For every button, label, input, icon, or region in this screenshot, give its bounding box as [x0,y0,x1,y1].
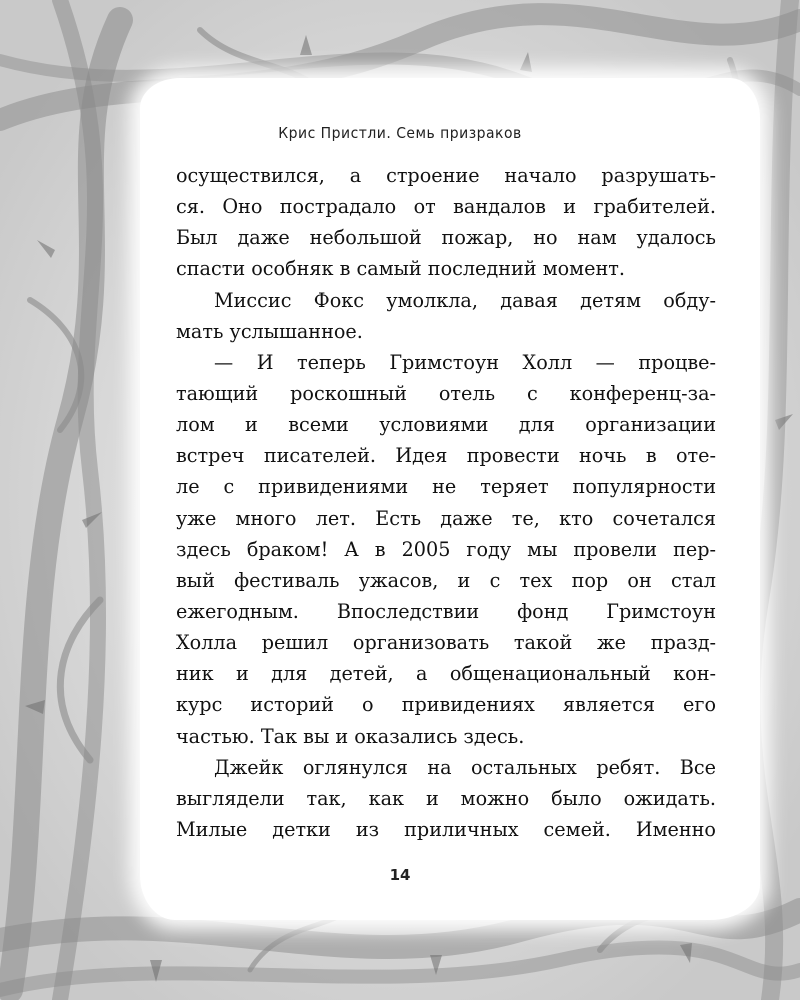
text-line: Милые детки из приличных семей. Именно [176,817,716,841]
text-line: встреч писателей. Идея провести ночь в оте- [176,444,716,468]
text-line: вый фестиваль ужасов, и с тех пор он стал [176,568,716,592]
text-line: мать услышанное. [176,319,363,343]
text-line: Миссис Фокс умолкла, давая детям обду- [214,288,716,312]
text-line: ся. Оно пострадало от вандалов и грабителей. [176,195,716,219]
text-line: выглядели так, как и можно было ожидать. [176,786,716,810]
text-line: Джейк оглянулся на остальных ребят. Все [214,755,716,779]
text-line: Холла решил организовать такой же празд- [176,631,716,655]
text-line: ежегодным. Впоследствии фонд Гримстоун [176,599,716,623]
text-line: спасти особняк в самый последний момент. [176,257,625,281]
body-text [176,160,716,845]
page-number: 14 [389,866,411,884]
text-line: осуществился, а строение начало разрушать- [176,164,716,187]
text-line: здесь браком! А в 2005 году мы провели пер- [176,537,716,561]
text-line: Был даже небольшой пожар, но нам удалось [176,226,716,250]
text-line: тающий роскошный отель с конференц-за- [176,381,716,405]
text-line: — И теперь Гримстоун Холл — процве- [214,350,716,374]
text-line: курс историй о привидениях является его [176,693,716,717]
text-line: уже много лет. Есть даже те, кто сочетался [176,506,716,530]
text-line: ник и для детей, а общенациональный кон- [176,662,716,686]
running-title: Крис Пристли. Семь призраков [278,124,522,142]
text-line: ле с привидениями не теряет популярности [176,475,716,499]
text-line: лом и всеми условиями для организации [176,413,716,437]
text-line: частью. Так вы и оказались здесь. [176,724,525,748]
